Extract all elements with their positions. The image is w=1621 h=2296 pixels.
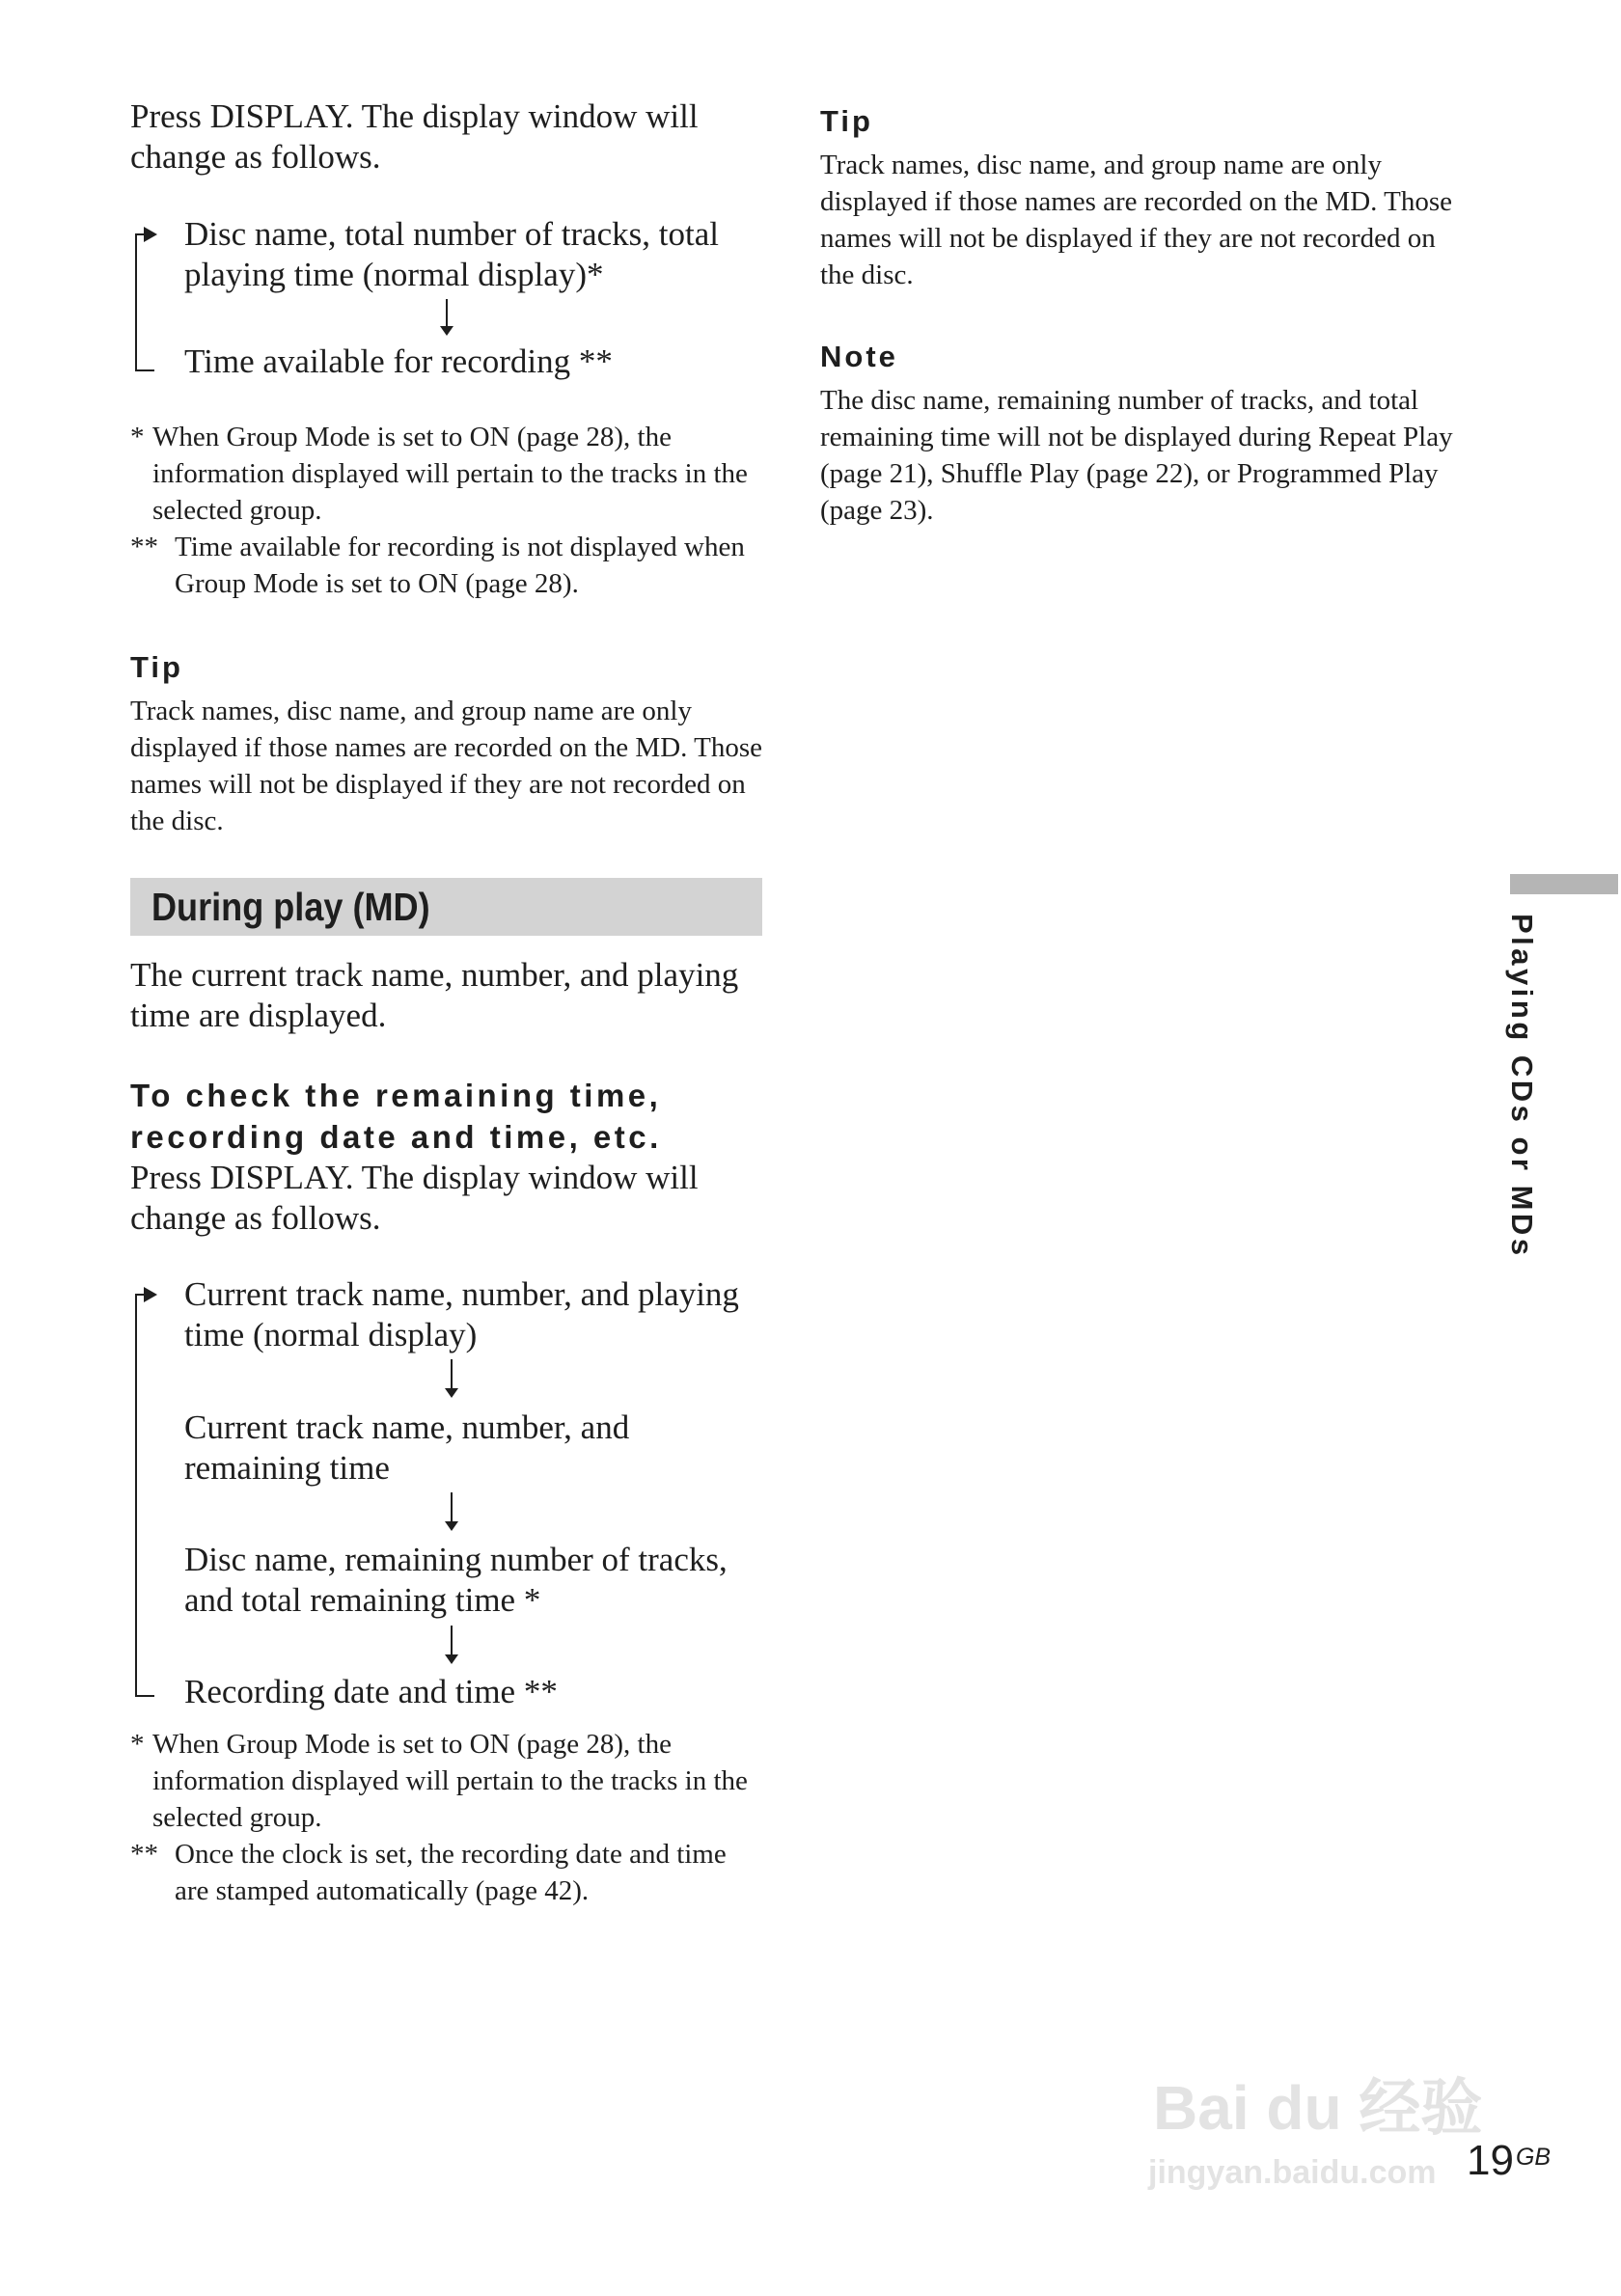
flow-step: Current track name, number, and remaining time bbox=[184, 1408, 630, 1487]
footnote: ** Once the clock is set, the recording date and time are stamped automatically (page 42). bbox=[130, 1836, 767, 1909]
watermark-url: jingyan.baidu.com bbox=[1148, 2154, 1437, 2191]
flow-step: Disc name, remaining number of tracks, and total remaining time * bbox=[184, 1541, 728, 1619]
flow-step: Disc name, total number of tracks, total playing time (normal display)* bbox=[184, 215, 720, 293]
flow-step: Time available for recording ** bbox=[184, 342, 613, 380]
down-arrow-icon bbox=[442, 1359, 461, 1398]
tip-heading: Tip bbox=[130, 650, 183, 684]
display-flow-1 bbox=[130, 215, 767, 407]
footnote-mark: ** bbox=[130, 532, 158, 562]
tip-text: Track names, disc name, and group name are only displayed if those names are recorded on the MD. Those names will not be displayed if they are not recorded on the disc. bbox=[820, 150, 1452, 290]
note-text: The disc name, remaining number of tracks, and total remaining time will not be displayed during Repeat Play (page 21), Shuffle Play (page 22), or Programmed Play (page 23). bbox=[820, 385, 1453, 526]
side-tab-label: Playing CDs or MDs bbox=[1505, 914, 1539, 1259]
loop-arrow-icon bbox=[144, 227, 157, 242]
intro-text: Press DISPLAY. The display window will change as follows. bbox=[130, 97, 699, 176]
down-arrow-icon bbox=[437, 299, 456, 336]
page-number: $19^{GB}$ bbox=[1467, 2137, 1552, 2184]
page-suffix: GB bbox=[1515, 2144, 1552, 2171]
sub-intro: Press DISPLAY. The display window will change as follows. bbox=[130, 1159, 699, 1237]
down-arrow-icon bbox=[442, 1492, 461, 1531]
display-flow-2 bbox=[130, 1275, 767, 1726]
loop-bracket bbox=[135, 1294, 137, 1697]
footnote-mark: * bbox=[130, 1729, 145, 1760]
section-title: During play (MD) bbox=[151, 885, 430, 929]
footnote-mark: ** bbox=[130, 1839, 158, 1870]
section-title-bar bbox=[130, 878, 762, 936]
footnote-mark: * bbox=[130, 422, 145, 452]
subheading: To check the remaining time, recording date and time, etc. bbox=[130, 1078, 662, 1155]
down-arrow-icon bbox=[442, 1626, 461, 1664]
flow-step: Current track name, number, and playing time (normal display) bbox=[184, 1275, 739, 1353]
side-tab-marker bbox=[1510, 874, 1618, 894]
right-column bbox=[820, 102, 1457, 529]
footnotes-1 bbox=[130, 419, 767, 602]
footnotes-2 bbox=[130, 1726, 767, 1909]
left-column bbox=[130, 96, 767, 1909]
tip-heading: Tip bbox=[820, 104, 873, 138]
note-heading: Note bbox=[820, 340, 898, 373]
watermark-logo: Bai du 经验 bbox=[1153, 2073, 1483, 2143]
footnote: * When Group Mode is set to ON (page 28), the information displayed will pertain to the tracks in the selected group. bbox=[130, 419, 767, 529]
flow-step: Recording date and time ** bbox=[184, 1673, 558, 1710]
section-intro: The current track name, number, and playing time are displayed. bbox=[130, 956, 739, 1034]
footnote: ** Time available for recording is not displayed when Group Mode is set to ON (page 28). bbox=[130, 529, 767, 602]
loop-arrow-icon bbox=[144, 1287, 157, 1302]
loop-bracket bbox=[135, 233, 137, 371]
tip-text: Track names, disc name, and group name are only displayed if those names are recorded on the MD. Those names will not be displayed if they are not recorded on the disc. bbox=[130, 696, 762, 836]
footnote: * When Group Mode is set to ON (page 28), the information displayed will pertain to the tracks in the selected group. bbox=[130, 1726, 767, 1836]
